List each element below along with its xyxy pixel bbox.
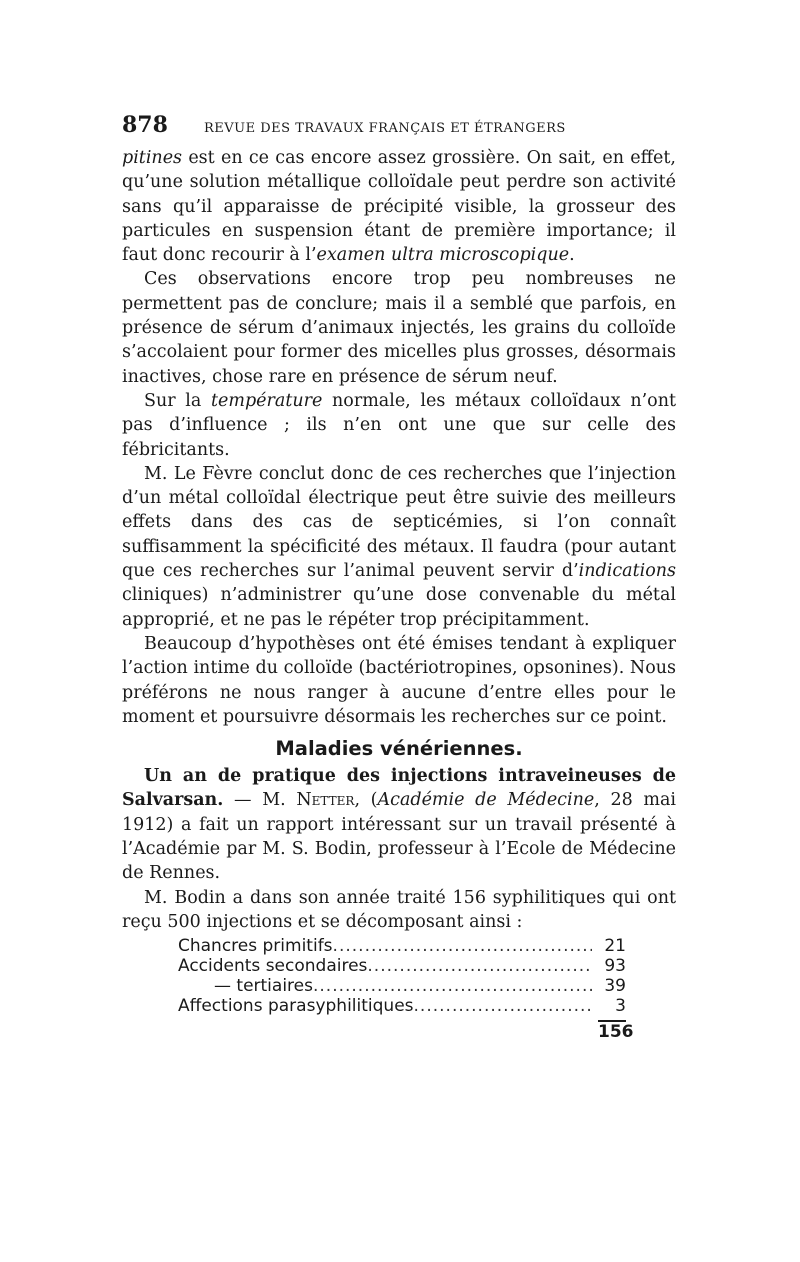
article-paragraph <box>122 764 676 885</box>
author-name: Netter <box>296 790 355 811</box>
article-title: Un an de pratique des injections intraveineuses de Salvarsan. <box>122 766 676 811</box>
source-name: Académie de Médecine <box>377 790 595 811</box>
paragraph-3 <box>122 389 676 462</box>
leader-dots <box>414 996 592 1016</box>
table-row <box>178 936 626 956</box>
paragraph-text: est en ce cas encore assez grossière. On sait, en effet, qu’une solution métallique colloïdale peut perdre son activité sans qu’il apparaisse de précipité visible, la grosseur des particules en suspension étant de première importance; il faut donc recourir à l’ <box>122 148 676 266</box>
paragraph-text: . <box>569 245 575 266</box>
italic-term: pitines <box>122 148 183 168</box>
paragraph-text: — M. <box>234 790 297 811</box>
row-value: 39 <box>604 976 626 997</box>
paragraph-text: Sur la <box>144 390 211 411</box>
row-label: Affections parasyphilitiques <box>178 996 414 1017</box>
table-row <box>178 976 626 996</box>
paragraph-text: cliniques) n’administrer qu’une dose convenable du métal approprié, et ne pas le répéter trop précipitamment. <box>122 585 676 630</box>
row-value: 3 <box>615 996 626 1017</box>
cases-table <box>178 936 634 1043</box>
row-label: Accidents secondaires <box>178 956 368 977</box>
italic-term: température <box>210 390 323 411</box>
paragraph-text: , ( <box>354 790 378 811</box>
paragraph-6: M. Bodin a dans son année traité 156 syphilitiques qui ont reçu 500 injections et se décomposant ainsi : <box>122 887 676 932</box>
table-row <box>178 956 626 976</box>
running-title: REVUE DES TRAVAUX FRANÇAIS ET ÉTRANGERS <box>204 121 566 136</box>
italic-term: examen ultra microscopique <box>316 245 570 266</box>
paragraph-text: , 28 mai 1912) a fait un rapport intéressant sur un travail présenté à l’Académie par M. S. Bodin, professeur à l’Ecole de Médecine de Rennes. <box>122 790 676 884</box>
paragraph-1 <box>122 146 676 267</box>
paragraph-text: normale, les métaux colloïdaux n’ont pas d’influence ; ils n’en ont une que sur celle des fébricitants. <box>122 390 676 460</box>
row-label: — tertiaires <box>214 976 313 997</box>
italic-term: indications <box>578 561 676 582</box>
paragraph-4 <box>122 462 676 632</box>
leader-dots <box>367 956 592 976</box>
paragraph-5: Beaucoup d’hypothèses ont été émises tendant à expliquer l’action intime du colloïde (bactériotropines, opsonines). Nous préférons ne nous ranger à aucune d’entre elles pour le moment et poursuivre désormais les recherches sur ce point. <box>122 633 676 727</box>
row-value: 93 <box>604 956 626 977</box>
row-value: 21 <box>604 936 626 957</box>
page <box>122 112 676 1042</box>
page-header <box>122 112 676 146</box>
section-title: Maladies vénériennes. <box>275 737 523 761</box>
paragraph-text: M. Le Fèvre conclut donc de ces recherches que l’injection d’un métal colloïdal électrique peut être suivie des meilleurs effets dans des cas de septicémies, si l’on connaît suffisamment la spécificité des métaux. Il faudra (pour autant que ces recherches sur l’animal peuvent servir d’ <box>122 463 676 582</box>
table-row <box>178 996 626 1016</box>
page-number: 878 <box>122 112 168 138</box>
leader-dots <box>333 936 592 956</box>
table-total: 156 <box>598 1022 634 1043</box>
leader-dots <box>313 976 592 996</box>
paragraph-2: Ces observations encore trop peu nombreuses ne permettent pas de conclure; mais il a semblé que parfois, en présence de sérum d’animaux injectés, les grains du colloïde s’accolaient pour former des micelles plus grosses, désormais inactives, chose rare en présence de sérum neuf. <box>122 269 676 387</box>
row-label: Chancres primitifs <box>178 936 333 957</box>
